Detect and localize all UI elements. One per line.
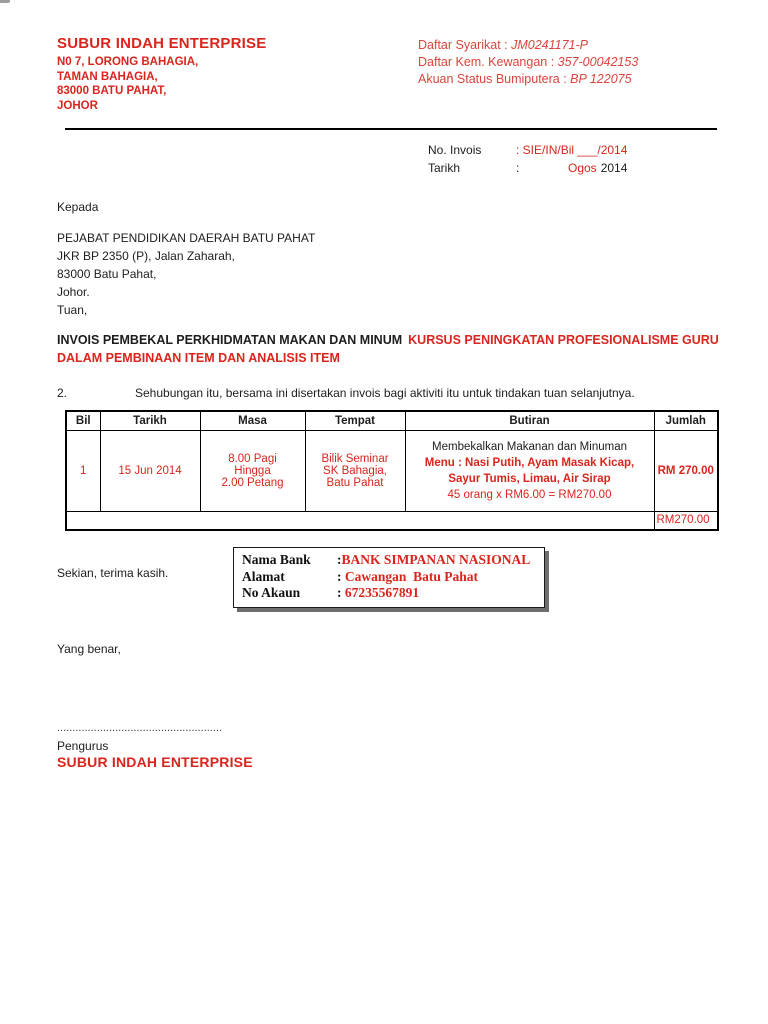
bank-colon: : [337,552,342,567]
subject-red-part: KURSUS PENINGKATAN PROFESIONALISME GURU DALAM PEMBINAAN ITEM DAN ANALISIS ITEM [57,333,719,365]
masa-line: Hingga [234,464,271,477]
masa-line: 8.00 Pagi [228,452,277,465]
recipient-line: PEJABAT PENDIDIKAN DAERAH BATU PAHAT [57,231,316,245]
table-row [66,430,718,511]
invoice-date-row [428,159,718,177]
letterhead [57,35,718,113]
column-header-jumlah: Jumlah [654,411,718,430]
signature-line: ...................................................... [57,721,223,734]
registration-label: Daftar Kem. Kewangan : [418,55,558,69]
subject-line [57,331,729,367]
signer-title: Pengurus [57,738,109,753]
scan-artifact [0,0,10,3]
total-spacer-cell [66,511,654,530]
masa-line: 2.00 Petang [221,476,284,489]
company-address-line: N0 7, LORONG BAHAGIA, [57,56,199,68]
bank-row [242,585,536,602]
column-header-bil: Bil [66,411,100,430]
bank-row [242,552,536,569]
registration-value: JM0241171-P [511,38,588,52]
butiran-description: Membekalkan Makanan dan Minuman [432,440,627,453]
butiran-menu-line: Menu : Nasi Putih, Ayam Masak Kicap, [424,456,635,469]
yours-faithfully: Yang benar, [57,641,121,656]
column-header-tarikh: Tarikh [100,411,200,430]
subject-black-part: INVOIS PEMBEKAL PERKHIDMATAN MAKAN DAN MINUM [57,333,403,347]
registration-label: Daftar Syarikat : [418,38,512,52]
paragraph-text: Sehubungan itu, bersama ini disertakan invois bagi aktiviti itu untuk tindakan tuan selanjutnya. [135,386,635,400]
cell-butiran [405,430,654,511]
cell-bil: 1 [66,430,100,511]
recipient-address [57,229,718,319]
column-header-masa: Masa [200,411,305,430]
invoice-meta [428,141,718,177]
cell-jumlah: RM 270.00 [654,430,718,511]
invoice-number-row [428,141,718,159]
company-address [57,55,266,113]
cell-tempat [305,430,405,511]
butiran-menu-line: Sayur Tumis, Limau, Air Sirap [448,472,611,485]
tempat-line: SK Bahagia, [323,464,387,477]
tempat-line: Bilik Seminar [321,452,389,465]
tempat-line: Batu Pahat [326,476,384,489]
header-divider [65,128,717,130]
bank-account-value: 67235567891 [341,585,420,600]
invoice-number-label: No. Invois [428,143,482,157]
bank-name-value: BANK SIMPANAN NASIONAL [341,552,531,567]
bank-name-label: Nama Bank [242,552,311,567]
cell-masa [200,430,305,511]
cell-tarikh: 15 Jun 2014 [100,430,200,511]
butiran-calculation: 45 orang x RM6.00 = RM270.00 [447,488,612,501]
registration-row [418,37,718,54]
company-address-line: JOHOR [57,99,98,112]
table-header-row [66,411,718,430]
invoice-number-value: SIE/IN/Bil ___/2014 [519,143,628,157]
company-name: SUBUR INDAH ENTERPRISE [57,35,267,52]
recipient-line: Johor. [57,285,90,299]
registration-value: 357-00042153 [557,55,639,69]
bank-colon: : [337,568,342,584]
company-block [57,35,266,113]
invoice-date-colon: : [516,161,520,175]
recipient-line: JKR BP 2350 (P), Jalan Zaharah, [57,249,235,263]
registration-value: BP 122075 [570,72,632,86]
total-amount: RM270.00 [654,511,718,530]
closing-row [57,547,718,608]
body-paragraph [57,386,718,400]
invoice-date-label: Tarikh [428,161,461,175]
invoice-date-year: 2014 [600,161,628,175]
bank-branch-label: Alamat [242,568,285,584]
bank-colon: : [337,585,342,600]
registration-block [418,37,718,88]
invoice-number-colon: : [516,143,520,157]
bank-row [242,569,536,586]
bank-details-box [233,547,545,608]
company-address-line: TAMAN BAHAGIA, [57,70,158,83]
kepada-label: Kepada [57,200,99,214]
invoice-table [65,410,719,531]
company-address-line: 83000 BATU PAHAT, [57,85,167,97]
bank-branch-value: Cawangan Batu Pahat [341,568,479,584]
salutation: Tuan, [57,303,88,317]
thanks-text: Sekian, terima kasih. [57,566,169,580]
recipient-line: 83000 Batu Pahat, [57,267,157,281]
invoice-date-month: Ogos [568,161,597,175]
column-header-tempat: Tempat [305,411,405,430]
paragraph-number: 2. [57,386,68,400]
bank-account-label: No Akaun [242,585,301,600]
registration-row [418,71,718,88]
registration-label: Akuan Status Bumiputera : [418,72,571,86]
table-total-row [66,511,718,530]
signer-company: SUBUR INDAH ENTERPRISE [57,753,253,770]
column-header-butiran: Butiran [405,411,654,430]
registration-row [418,54,718,71]
